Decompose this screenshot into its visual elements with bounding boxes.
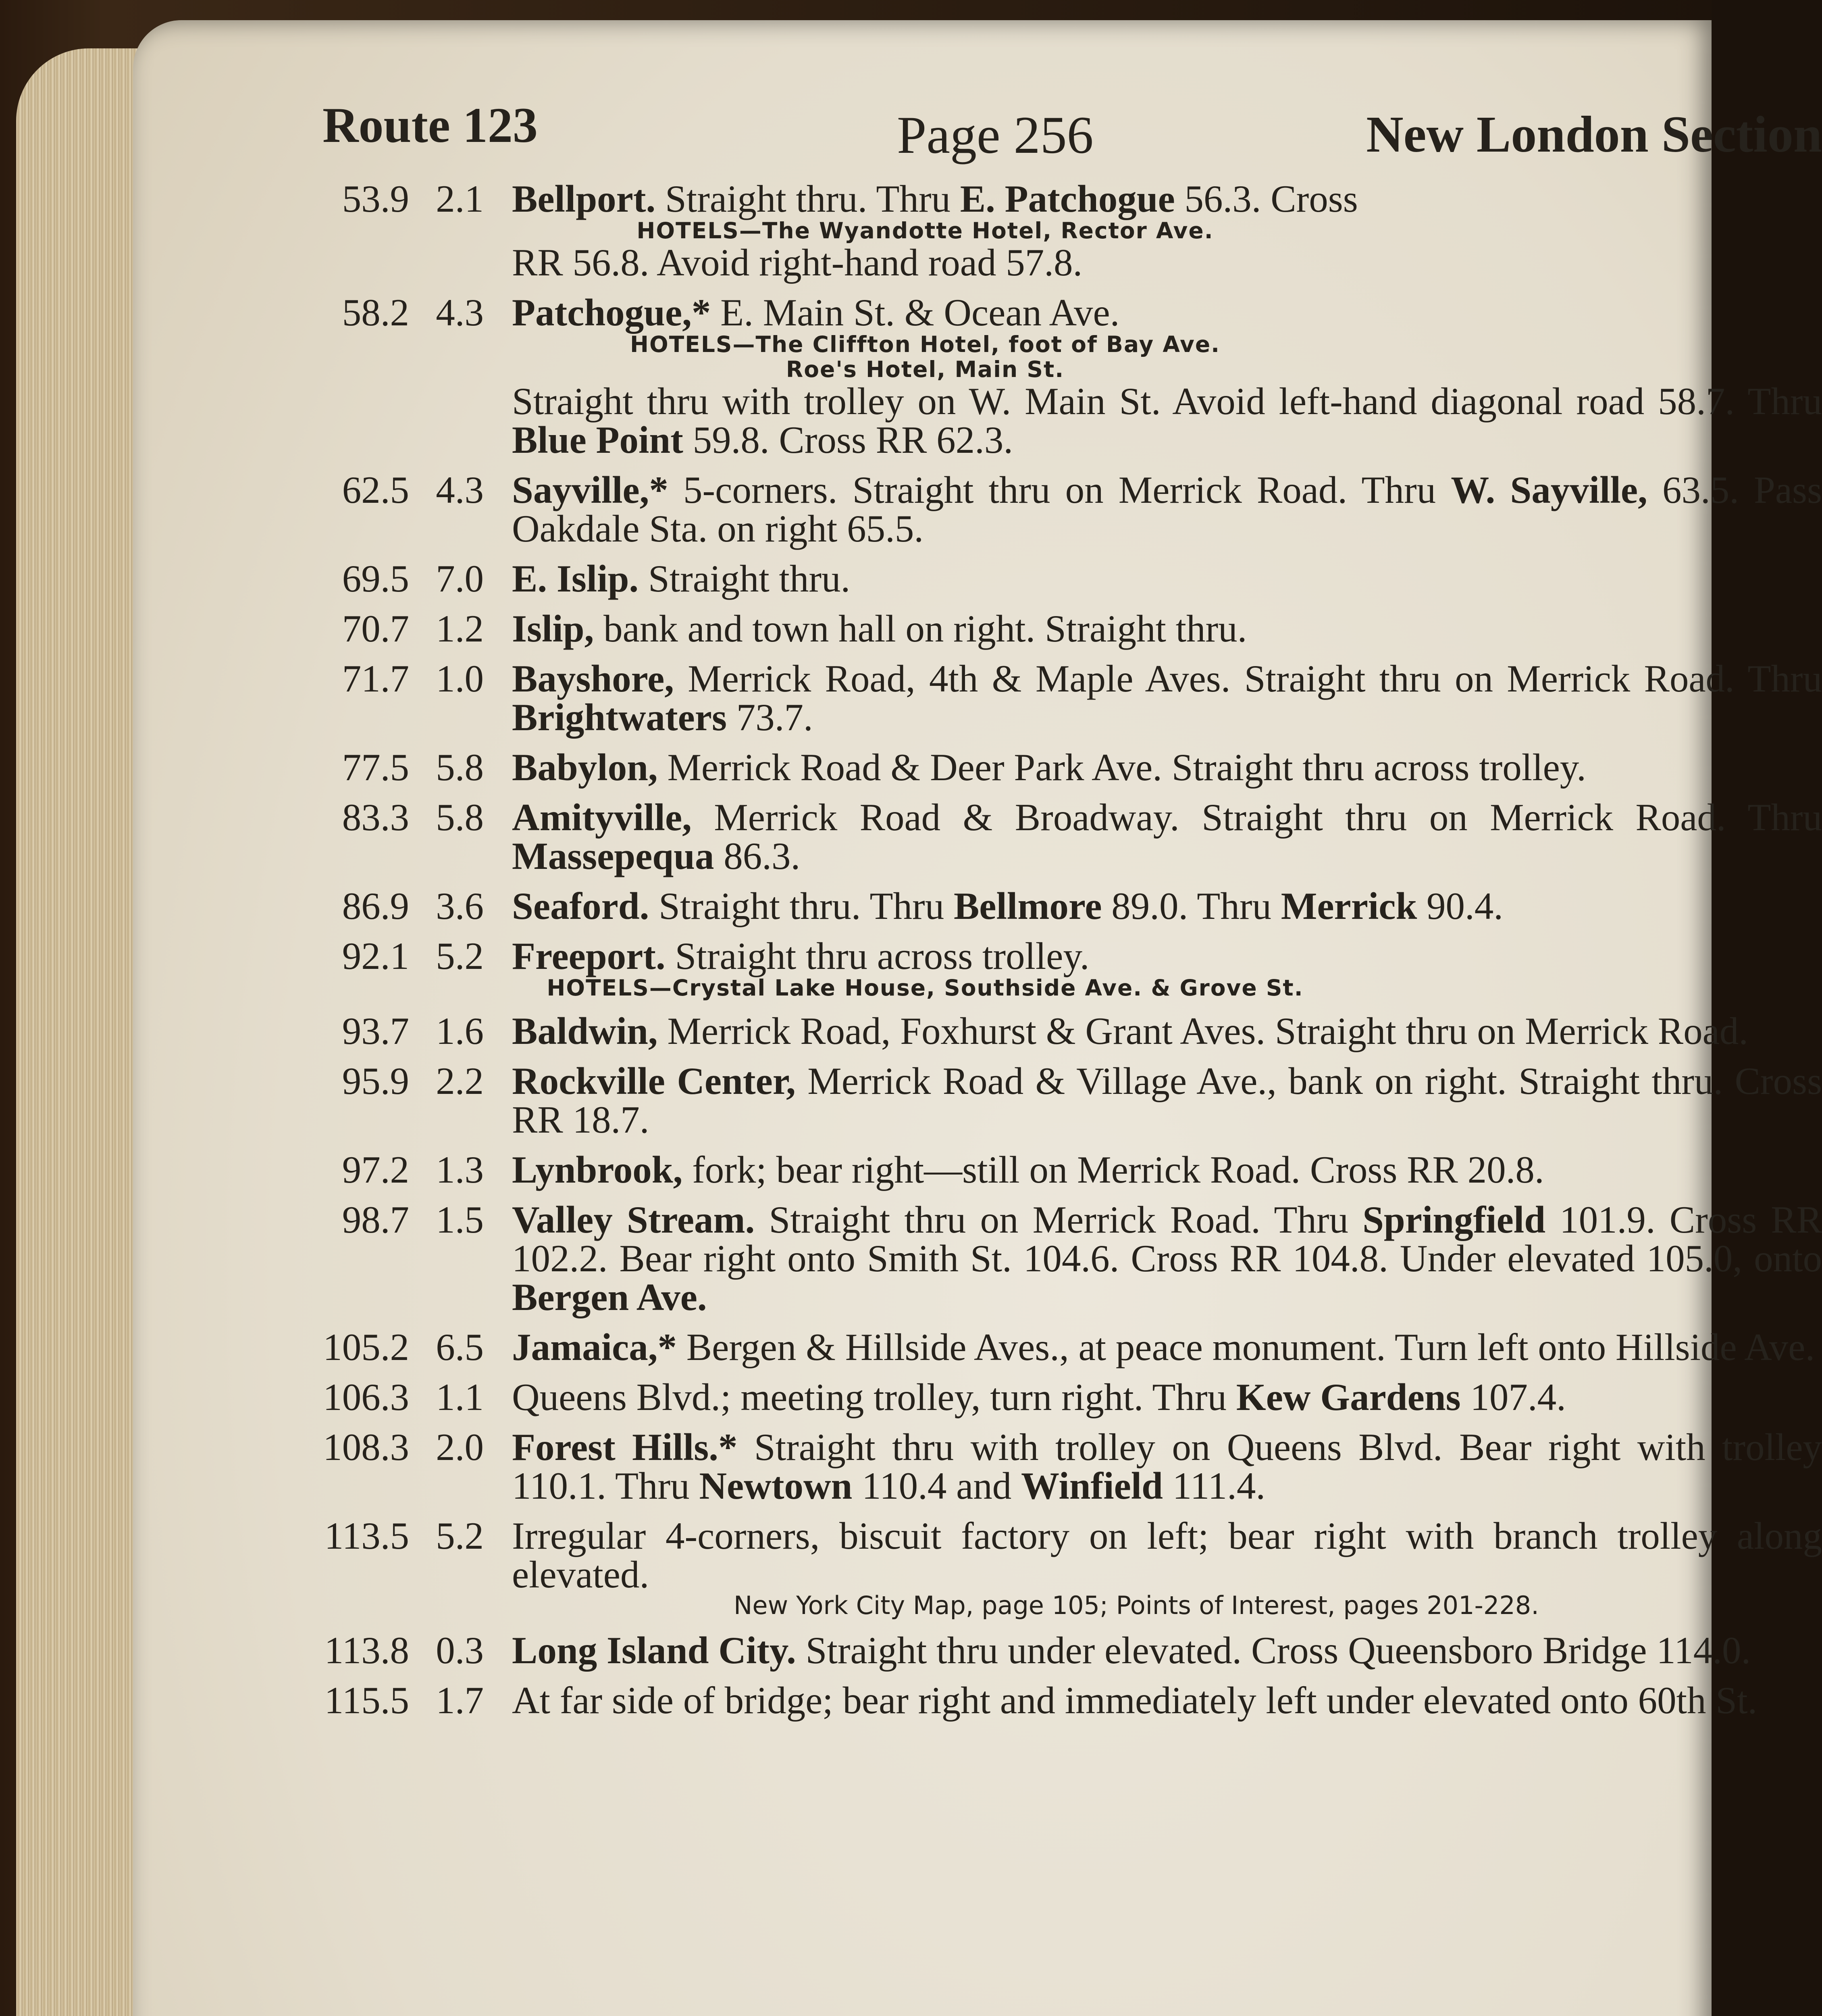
route-row	[322, 1062, 1822, 1139]
cumulative-mileage: 93.7	[342, 1010, 409, 1052]
leg-mileage: 1.2	[436, 607, 484, 650]
route-row	[322, 471, 1822, 548]
route-direction-continued: Straight thru with trolley on W. Main St. Avoid left-hand diagonal road 58.7. Thru Blue Point 59.8. Cross RR 62.3.	[512, 380, 1822, 461]
route-row	[322, 1150, 1822, 1189]
leg-mileage: 1.6	[436, 1010, 484, 1052]
route-row	[322, 1012, 1822, 1050]
route-direction-continued: RR 56.8. Avoid right-hand road 57.8.	[512, 241, 1083, 284]
leg-mileage: 1.1	[436, 1376, 484, 1418]
leg-mileage: 4.3	[436, 291, 484, 334]
leg-mileage: 7.0	[436, 557, 484, 600]
leg-mileage: 5.2	[436, 935, 484, 977]
hotel-note: Roe's Hotel, Main St.	[786, 356, 1065, 382]
cumulative-mileage: 70.7	[342, 607, 409, 650]
section-title: New London Section	[1366, 106, 1822, 163]
cumulative-mileage: 58.2	[342, 291, 409, 334]
leg-mileage: 0.3	[436, 1629, 484, 1672]
route-direction: Baldwin, Merrick Road, Foxhurst & Grant Aves. Straight thru on Merrick Road.	[512, 1010, 1749, 1052]
route-row	[322, 293, 1822, 459]
route-direction: Long Island City. Straight thru under elevated. Cross Queensboro Bridge 114.0.	[512, 1629, 1751, 1672]
route-direction: At far side of bridge; bear right and immediately left under elevated onto 60th St.	[512, 1679, 1758, 1722]
leg-mileage: 5.8	[436, 796, 484, 839]
book-page	[133, 20, 1822, 2016]
cumulative-mileage: 83.3	[342, 796, 409, 839]
route-direction: Forest Hills.* Straight thru with trolley on Queens Blvd. Bear right with trolley 110.1. Thru Newtown 110.4 and Winfield 111.4.	[512, 1426, 1822, 1507]
cumulative-mileage: 69.5	[342, 557, 409, 600]
cumulative-mileage: 97.2	[342, 1148, 409, 1191]
route-direction: Babylon, Merrick Road & Deer Park Ave. Straight thru across trolley.	[512, 746, 1586, 789]
route-row	[322, 798, 1822, 875]
route-direction: Lynbrook, fork; bear right—still on Merrick Road. Cross RR 20.8.	[512, 1148, 1544, 1191]
route-direction: Valley Stream. Straight thru on Merrick Road. Thru Springfield 101.9. Cross RR 102.2. Bear right onto Smith St. 104.6. Cross RR 104.8. Under elevated 105.0, onto Bergen Ave.	[512, 1198, 1822, 1318]
leg-mileage: 1.5	[436, 1198, 484, 1241]
route-table	[322, 179, 1822, 1731]
leg-mileage: 2.1	[436, 177, 484, 220]
leg-mileage: 1.3	[436, 1148, 484, 1191]
cumulative-mileage: 86.9	[342, 885, 409, 927]
hotel-note: HOTELS—The Wyandotte Hotel, Rector Ave.	[636, 218, 1214, 244]
cumulative-mileage: 95.9	[342, 1060, 409, 1102]
leg-mileage: 3.6	[436, 885, 484, 927]
cumulative-mileage: 108.3	[323, 1426, 409, 1468]
cumulative-mileage: 113.8	[324, 1629, 409, 1672]
route-direction: Irregular 4-corners, biscuit factory on left; bear right with branch trolley along elevated.	[512, 1514, 1822, 1596]
cumulative-mileage: 92.1	[342, 935, 409, 977]
page-content	[322, 81, 1822, 2016]
route-row	[322, 1378, 1822, 1416]
route-row	[322, 937, 1822, 1000]
leg-mileage: 4.3	[436, 469, 484, 511]
route-direction: Bellport. Straight thru. Thru E. Patchogue 56.3. Cross	[512, 177, 1358, 220]
leg-mileage: 1.7	[436, 1679, 484, 1722]
cumulative-mileage: 106.3	[323, 1376, 409, 1418]
leg-mileage: 2.2	[436, 1060, 484, 1102]
route-row	[322, 1328, 1822, 1366]
route-direction: Rockville Center, Merrick Road & Village Ave., bank on right. Straight thru. Cross RR 18.7.	[512, 1060, 1822, 1141]
cumulative-mileage: 71.7	[342, 657, 409, 700]
route-row	[322, 1200, 1822, 1316]
route-row	[322, 1681, 1822, 1720]
route-row	[322, 559, 1822, 598]
hotel-note: HOTELS—Crystal Lake House, Southside Ave. & Grove St.	[547, 975, 1304, 1001]
route-direction: Sayville,* 5-corners. Straight thru on Merrick Road. Thru W. Sayville, 63.5. Pass Oakdale Sta. on right 65.5.	[512, 469, 1822, 550]
cumulative-mileage: 77.5	[342, 746, 409, 789]
route-direction: Jamaica,* Bergen & Hillside Aves., at peace monument. Turn left onto Hillside Ave.	[512, 1326, 1815, 1368]
route-direction: Bayshore, Merrick Road, 4th & Maple Aves. Straight thru on Merrick Road. Thru Brightwaters 73.7.	[512, 657, 1822, 739]
route-row	[322, 887, 1822, 925]
leg-mileage: 6.5	[436, 1326, 484, 1368]
route-row	[322, 609, 1822, 648]
route-direction: Freeport. Straight thru across trolley.	[512, 935, 1090, 977]
route-row	[322, 1516, 1822, 1620]
leg-mileage: 5.2	[436, 1514, 484, 1557]
cumulative-mileage: 113.5	[324, 1514, 409, 1557]
leg-mileage: 5.8	[436, 746, 484, 789]
leg-mileage: 1.0	[436, 657, 484, 700]
route-direction: Queens Blvd.; meeting trolley, turn right. Thru Kew Gardens 107.4.	[512, 1376, 1566, 1418]
cumulative-mileage: 98.7	[342, 1198, 409, 1241]
route-direction: Amityville, Merrick Road & Broadway. Straight thru on Merrick Road. Thru Massepequa 86.3.	[512, 796, 1822, 877]
route-direction: E. Islip. Straight thru.	[512, 557, 851, 600]
route-direction: Patchogue,* E. Main St. & Ocean Ave.	[512, 291, 1120, 334]
route-row	[322, 1428, 1822, 1505]
hotel-note: HOTELS—The Cliffton Hotel, foot of Bay Ave.	[630, 331, 1221, 357]
leg-mileage: 2.0	[436, 1426, 484, 1468]
route-direction: Seaford. Straight thru. Thru Bellmore 89.0. Thru Merrick 90.4.	[512, 885, 1504, 927]
running-head	[322, 97, 1822, 169]
route-number: Route 123	[322, 98, 538, 153]
map-reference-note: New York City Map, page 105; Points of Interest, pages 201-228.	[734, 1591, 1539, 1620]
route-row	[322, 748, 1822, 787]
cumulative-mileage: 62.5	[342, 469, 409, 511]
cumulative-mileage: 115.5	[324, 1679, 409, 1722]
cumulative-mileage: 53.9	[342, 177, 409, 220]
cumulative-mileage: 105.2	[323, 1326, 409, 1368]
route-row	[322, 659, 1822, 737]
route-direction: Islip, bank and town hall on right. Straight thru.	[512, 607, 1247, 650]
route-row	[322, 1631, 1822, 1670]
route-row	[322, 179, 1822, 282]
page-number: Page 256	[897, 105, 1094, 165]
